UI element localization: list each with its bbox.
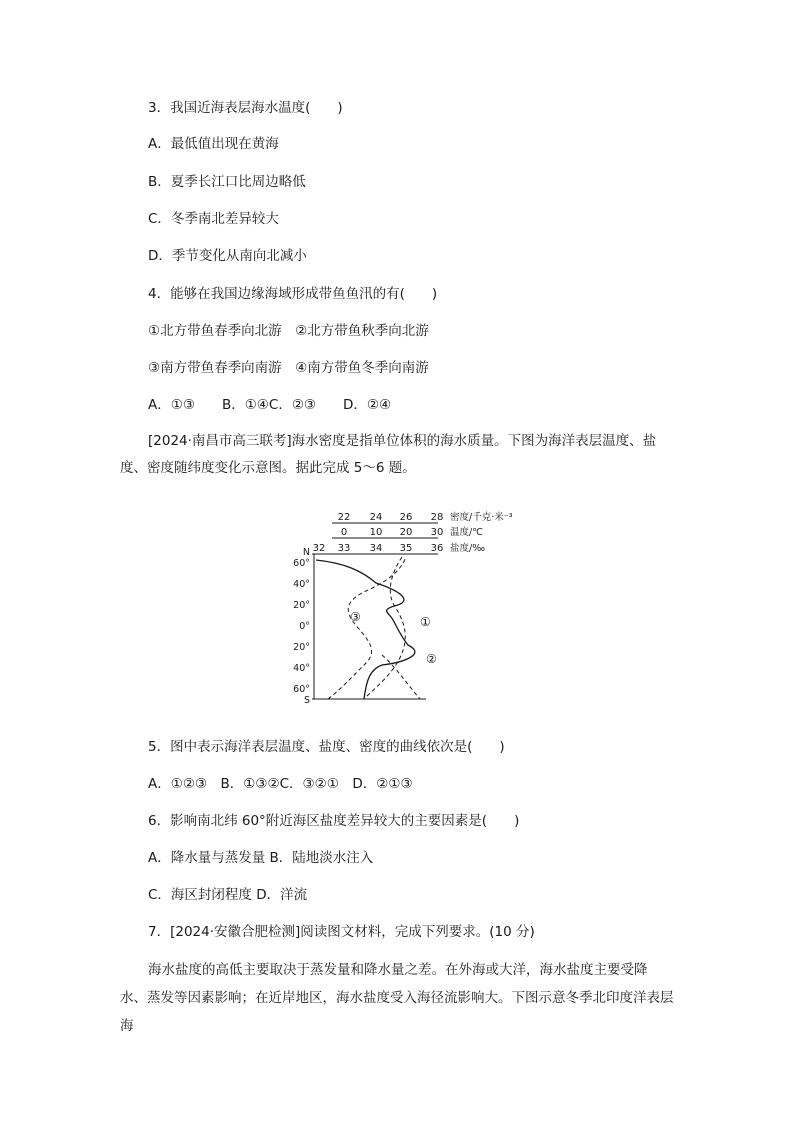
temperature-tick: 30: [430, 527, 444, 538]
curve-3: [328, 557, 420, 699]
latitude-label: S: [303, 695, 310, 706]
q3-option-b: B．夏季长江口比周边略低: [148, 174, 306, 190]
q5-choices: A．①②③ B．①③②C．③②① D．②①③: [148, 776, 413, 792]
q4-choices: A．①③ B．①④C．②③ D．②④: [148, 397, 392, 413]
salinity-tick: 33: [337, 543, 351, 554]
latitude-label: 60°: [293, 558, 310, 569]
q3-option-c: C．冬季南北差异较大: [148, 211, 279, 227]
latitude-profile-figure: [290, 505, 550, 710]
q6-options-ab: A．降水量与蒸发量 B．陆地淡水注入: [148, 850, 374, 866]
curve-label-2: ②: [426, 652, 437, 666]
latitude-label: 0°: [299, 621, 310, 632]
density-tick: 26: [399, 512, 413, 523]
temperature-tick: 20: [399, 527, 413, 538]
curve-label-1: ①: [420, 615, 431, 629]
latitude-label: 60°: [293, 684, 310, 695]
salinity-tick: 32: [312, 543, 326, 554]
temperature-axis-label: 温度/℃: [450, 527, 483, 538]
density-tick: 24: [369, 512, 383, 523]
q7-material: 海水盐度的高低主要取决于蒸发量和降水量之差。在外海或大洋，海水盐度主要受降水、蒸发等因素影响；在近岸地区，海水盐度受入海径流影响大。下图示意冬季北印度洋表层海: [120, 962, 674, 1034]
salinity-tick: 34: [369, 543, 383, 554]
q3-option-a: A．最低值出现在黄海: [148, 136, 279, 152]
q5-stem: 5．图中表示海洋表层温度、盐度、密度的曲线依次是( ): [148, 739, 505, 755]
density-tick: 28: [430, 512, 444, 523]
latitude-label: 20°: [293, 642, 310, 653]
q6-options-cd: C．海区封闭程度 D．洋流: [148, 887, 308, 903]
latitude-label: 40°: [293, 579, 310, 590]
intro-line-1: [2024·南昌市高三联考]海水密度是指单位体积的海水质量。下图为海洋表层温度、盐: [148, 433, 657, 449]
latitude-label: N: [302, 547, 310, 558]
curve-2: [316, 560, 415, 699]
latitude-label: 20°: [293, 600, 310, 611]
q3-stem: 3．我国近海表层海水温度( ): [148, 100, 343, 116]
salinity-axis-label: 盐度/‰: [450, 543, 485, 554]
latitude-label: 40°: [293, 663, 310, 674]
q7-stem: 7．[2024·安徽合肥检测]阅读图文材料，完成下列要求。(10 分): [148, 924, 535, 940]
salinity-tick: 35: [399, 543, 413, 554]
density-tick: 22: [337, 512, 351, 523]
q4-stem: 4．能够在我国边缘海域形成带鱼鱼汛的有( ): [148, 286, 438, 302]
q6-stem: 6．影响南北纬 60°附近海区盐度差异较大的主要因素是( ): [148, 813, 520, 829]
q4-statements-1: ①北方带鱼春季向北游 ②北方带鱼秋季向北游: [148, 323, 429, 339]
density-axis-label: 密度/千克·米⁻³: [450, 512, 513, 523]
temperature-tick: 0: [340, 527, 348, 538]
intro-line-2: 度、密度随纬度变化示意图。据此完成 5～6 题。: [120, 460, 416, 476]
q4-statements-2: ③南方带鱼春季向南游 ④南方带鱼冬季向南游: [148, 360, 429, 376]
q3-option-d: D．季节变化从南向北减小: [148, 248, 307, 264]
temperature-tick: 10: [369, 527, 383, 538]
salinity-tick: 36: [430, 543, 444, 554]
curve-label-3: ③: [350, 610, 361, 624]
